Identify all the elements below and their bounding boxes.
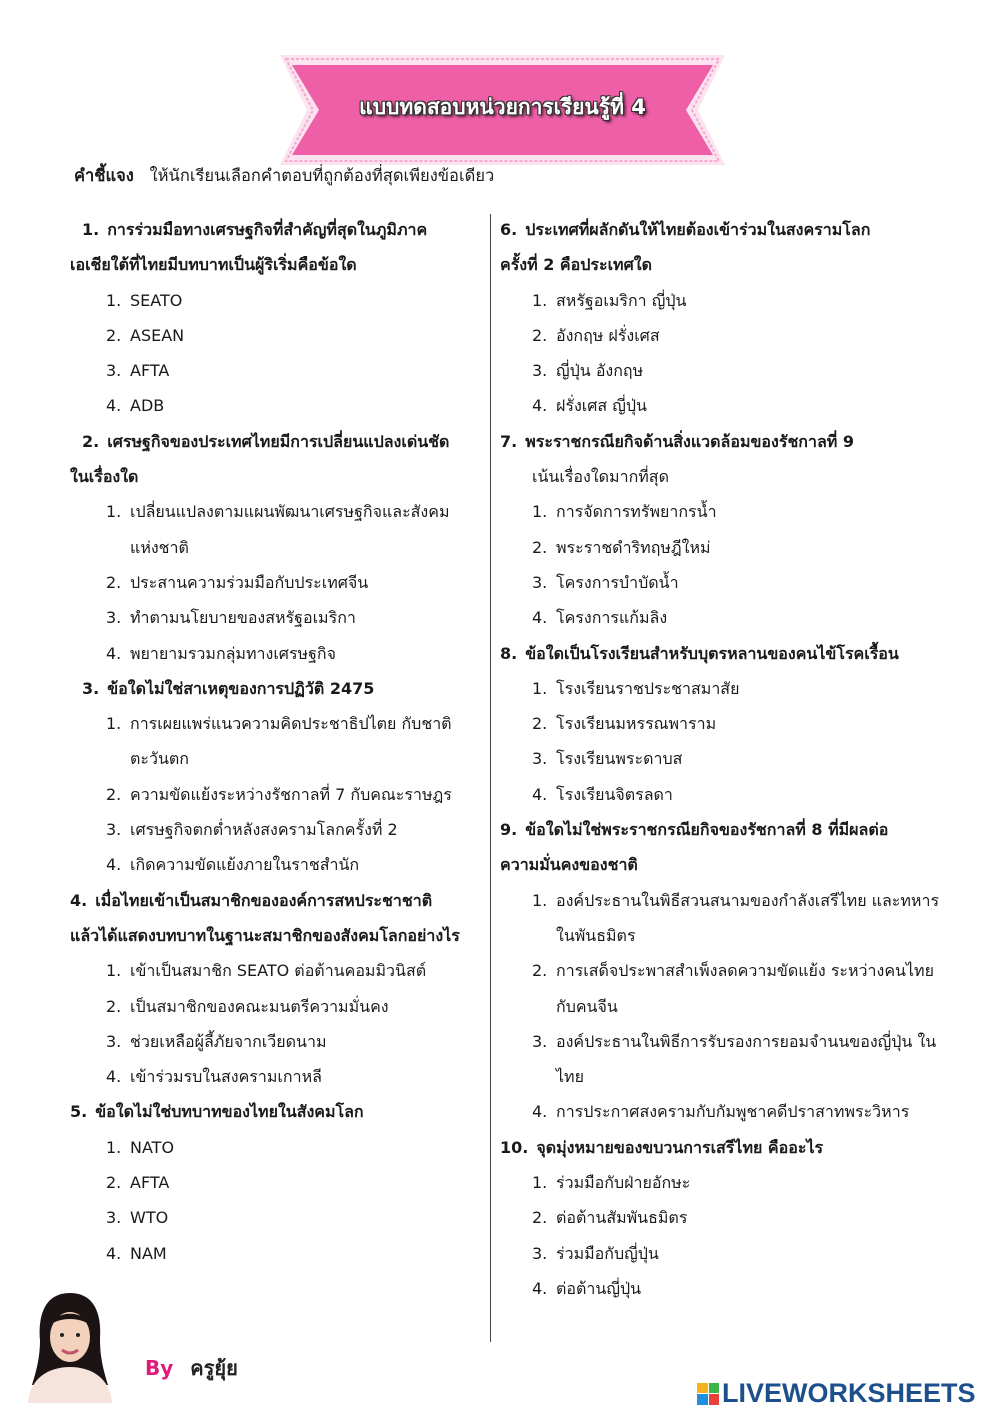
answer-option[interactable] xyxy=(70,1059,482,1094)
option-text: ฝรั่งเศส ญี่ปุ่น xyxy=(556,396,647,416)
option-number: 1. xyxy=(532,678,548,698)
question-10 xyxy=(500,1130,940,1306)
option-text: ต่อต้านสัมพันธมิตร xyxy=(556,1208,688,1228)
question-text-first-line: จุดมุ่งหมายของขบวนการเสรีไทย คืออะไร xyxy=(536,1137,824,1157)
option-text: ร่วมมือกับฝ่ายอักษะ xyxy=(556,1173,691,1193)
question-7 xyxy=(500,424,940,636)
answer-option[interactable] xyxy=(500,318,940,353)
option-text: โรงเรียนราชประชาสมาสัย xyxy=(556,678,740,698)
question-number: 10. xyxy=(500,1137,529,1157)
option-number: 3. xyxy=(106,608,122,628)
option-number: 4. xyxy=(106,396,122,416)
option-text: WTO xyxy=(130,1208,169,1228)
option-number: 4. xyxy=(106,1067,122,1087)
answer-option[interactable] xyxy=(500,706,940,741)
question-text-first-line: ข้อใดเป็นโรงเรียนสำหรับบุตรหลานของคนไข้โรคเรื้อน xyxy=(525,643,899,663)
option-number: 1. xyxy=(532,290,548,310)
option-number: 1. xyxy=(106,290,122,310)
answer-option[interactable] xyxy=(500,1236,940,1271)
option-number: 3. xyxy=(532,749,548,769)
option-number: 3. xyxy=(532,572,548,592)
answer-option[interactable] xyxy=(500,777,940,812)
question-text-first-line: ข้อใดไม่ใช่บทบาทของไทยในสังคมโลก xyxy=(95,1102,364,1122)
instruction-text: ให้นักเรียนเลือกคำตอบที่ถูกต้องที่สุดเพียงข้อเดียว xyxy=(149,166,495,185)
instruction-label: คำชี้แจง xyxy=(74,166,134,185)
option-number: 1. xyxy=(106,1137,122,1157)
answer-option[interactable] xyxy=(500,353,940,388)
option-text: พยายามรวมกลุ่มทางเศรษฐกิจ xyxy=(130,643,336,663)
option-number: 4. xyxy=(106,855,122,875)
option-number: 3. xyxy=(106,820,122,840)
question-number: 9. xyxy=(500,820,518,840)
option-text: โรงเรียนมหรรณพาราม xyxy=(556,714,717,734)
answer-option[interactable] xyxy=(70,1024,482,1059)
question-text xyxy=(70,212,482,247)
question-number: 1. xyxy=(82,220,100,239)
question-8 xyxy=(500,636,940,812)
instruction xyxy=(74,163,494,189)
question-text-first-line: ข้อใดไม่ใช่สาเหตุของการปฏิวัติ 2475 xyxy=(107,678,375,698)
option-number: 1. xyxy=(532,890,548,910)
option-number: 2. xyxy=(106,996,122,1016)
option-text: เศรษฐกิจตกต่ำหลังสงครามโลกครั้งที่ 2 xyxy=(130,820,398,840)
option-text: โรงเรียนจิตรลดา xyxy=(556,784,673,804)
option-text: SEATO xyxy=(130,290,183,310)
answer-option[interactable] xyxy=(500,283,940,318)
option-text: การเสด็จประพาสสำเพ็งลดความขัดแย้ง ระหว่างคนไทยกับคนจีน xyxy=(556,961,934,1016)
column-divider xyxy=(490,214,491,1342)
option-number: 3. xyxy=(532,1031,548,1051)
option-number: 1. xyxy=(532,502,548,522)
question-2 xyxy=(70,424,482,671)
question-text xyxy=(500,424,940,459)
option-number: 4. xyxy=(532,1278,548,1298)
answer-option[interactable] xyxy=(500,1200,940,1235)
option-text: โรงเรียนพระดาบส xyxy=(556,749,683,769)
option-number: 1. xyxy=(106,502,122,522)
option-number: 3. xyxy=(532,361,548,381)
question-text-first-line: เศรษฐกิจของประเทศไทยมีการเปลี่ยนแปลงเด่นชัด xyxy=(107,431,450,451)
option-text: ร่วมมือกับญี่ปุ่น xyxy=(556,1243,659,1263)
question-text-first-line: ประเทศที่ผลักดันให้ไทยต้องเข้าร่วมในสงครามโลก xyxy=(525,220,871,239)
question-text xyxy=(500,636,940,671)
question-number: 8. xyxy=(500,643,518,663)
answer-option[interactable] xyxy=(500,671,940,706)
option-text: NATO xyxy=(130,1137,175,1157)
option-text: เกิดความขัดแย้งภายในราชสำนัก xyxy=(130,855,360,875)
option-text: พระราชดำริทฤษฎีใหม่ xyxy=(556,537,711,557)
option-number: 1. xyxy=(106,714,122,734)
option-text: โครงการบำบัดน้ำ xyxy=(556,572,679,592)
question-text xyxy=(500,212,940,247)
question-text-continued: เน้นเรื่องใดมากที่สุด xyxy=(532,467,669,487)
question-text-continued: เอเชียใต้ที่ไทยมีบทบาทเป็นผู้ริเริ่มคือข้อใด xyxy=(70,255,357,275)
option-text: เป็นสมาชิกของคณะมนตรีความมั่นคง xyxy=(130,996,389,1016)
question-number: 5. xyxy=(70,1102,88,1122)
option-number: 1. xyxy=(106,961,122,981)
question-3 xyxy=(70,671,482,883)
answer-option[interactable] xyxy=(70,494,482,565)
option-number: 2. xyxy=(106,784,122,804)
answer-option[interactable] xyxy=(500,530,940,565)
option-text: ทำตามนโยบายของสหรัฐอเมริกา xyxy=(130,608,356,628)
option-text: เข้าเป็นสมาชิก SEATO ต่อต้านคอมมิวนิสต์ xyxy=(130,961,427,981)
question-text xyxy=(70,883,482,918)
logo-grid-icon xyxy=(697,1383,719,1405)
answer-option[interactable] xyxy=(500,741,940,776)
answer-option[interactable] xyxy=(70,283,482,318)
answer-option[interactable] xyxy=(500,388,940,423)
option-text: ประสานความร่วมมือกับประเทศจีน xyxy=(130,572,369,592)
option-text: องค์ประธานในพิธีการรับรองการยอมจำนนของญี่ปุ่น ในไทย xyxy=(556,1031,937,1087)
answer-option[interactable] xyxy=(500,565,940,600)
question-number: 7. xyxy=(500,431,518,451)
question-number: 3. xyxy=(82,678,100,698)
option-text: ต่อต้านญี่ปุ่น xyxy=(556,1278,642,1298)
question-text-continued: ความมั่นคงของชาติ xyxy=(500,855,638,875)
option-number: 2. xyxy=(532,325,548,345)
option-number: 4. xyxy=(106,643,122,663)
question-text-first-line: ข้อใดไม่ใช่พระราชกรณียกิจของรัชกาลที่ 8 ที่มีผลต่อ xyxy=(525,820,889,840)
option-number: 3. xyxy=(106,1031,122,1051)
question-text xyxy=(70,1094,482,1129)
option-number: 2. xyxy=(532,537,548,557)
option-number: 4. xyxy=(532,784,548,804)
question-number: 2. xyxy=(82,431,100,451)
option-number: 2. xyxy=(532,714,548,734)
byline-name: ครูยุ้ย xyxy=(190,1356,238,1380)
question-text xyxy=(500,812,940,847)
option-number: 2. xyxy=(532,1208,548,1228)
option-number: 2. xyxy=(106,572,122,592)
option-number: 2. xyxy=(106,1173,122,1193)
option-number: 3. xyxy=(532,1243,548,1263)
option-text: เข้าร่วมรบในสงครามเกาหลี xyxy=(130,1067,322,1087)
answer-option[interactable] xyxy=(500,600,940,635)
answer-option[interactable] xyxy=(70,953,482,988)
question-text-first-line: เมื่อไทยเข้าเป็นสมาชิกขององค์การสหประชาชาติ xyxy=(95,890,433,910)
answer-option[interactable] xyxy=(70,777,482,812)
option-text: ASEAN xyxy=(130,325,185,345)
answer-option[interactable] xyxy=(70,388,482,423)
question-5 xyxy=(70,1094,482,1270)
option-number: 4. xyxy=(532,608,548,628)
question-text xyxy=(70,671,482,706)
answer-option[interactable] xyxy=(70,812,482,847)
option-text: NAM xyxy=(130,1243,167,1263)
question-text-continued: ครั้งที่ 2 คือประเทศใด xyxy=(500,255,652,275)
answer-option[interactable] xyxy=(70,636,482,671)
question-text xyxy=(70,424,482,459)
answer-option[interactable] xyxy=(70,353,482,388)
answer-option[interactable] xyxy=(500,1271,940,1306)
answer-option[interactable] xyxy=(500,1094,940,1129)
question-text-first-line: พระราชกรณียกิจด้านสิ่งแวดล้อมของรัชกาลที่ 9 xyxy=(525,431,855,451)
option-text: ญี่ปุ่น อังกฤษ xyxy=(556,361,644,381)
option-text: องค์ประธานในพิธีสวนสนามของกำลังเสรีไทย และทหารในพันธมิตร xyxy=(556,890,940,945)
option-text: ADB xyxy=(130,396,165,416)
option-text: เปลี่ยนแปลงตามแผนพัฒนาเศรษฐกิจและสังคม แห่งชาติ xyxy=(130,502,450,557)
question-number: 6. xyxy=(500,220,518,239)
option-text: การจัดการทรัพยากรน้ำ xyxy=(556,502,717,522)
answer-option[interactable] xyxy=(70,565,482,600)
question-text-continued: แล้วได้แสดงบทบาทในฐานะสมาชิกของสังคมโลกอย่างไร xyxy=(70,925,460,945)
option-number: 1. xyxy=(532,1173,548,1193)
option-number: 4. xyxy=(106,1243,122,1263)
question-9 xyxy=(500,812,940,1130)
answer-option[interactable] xyxy=(70,1236,482,1271)
answer-option[interactable] xyxy=(70,318,482,353)
option-text: อังกฤษ ฝรั่งเศส xyxy=(556,325,660,345)
question-4 xyxy=(70,883,482,1095)
option-number: 4. xyxy=(532,396,548,416)
teacher-avatar xyxy=(20,1285,120,1403)
question-6 xyxy=(500,212,940,424)
question-number: 4. xyxy=(70,890,88,910)
answer-option[interactable] xyxy=(500,1024,940,1095)
answer-option[interactable] xyxy=(70,989,482,1024)
answer-option[interactable] xyxy=(70,1130,482,1165)
option-text: การเผยแพร่แนวความคิดประชาธิปไตย กับชาติตะวันตก xyxy=(130,714,452,769)
option-number: 2. xyxy=(106,325,122,345)
answer-option[interactable] xyxy=(70,600,482,635)
logo-text: LIVEWORKSHEETS xyxy=(722,1378,976,1408)
liveworksheets-logo[interactable] xyxy=(697,1378,976,1409)
question-1 xyxy=(70,212,482,424)
option-number: 4. xyxy=(532,1102,548,1122)
option-text: ช่วยเหลือผู้ลี้ภัยจากเวียดนาม xyxy=(130,1031,327,1051)
question-text-first-line: การร่วมมือทางเศรษฐกิจที่สำคัญที่สุดในภูมิภาค xyxy=(107,220,428,239)
byline xyxy=(145,1352,238,1384)
option-number: 3. xyxy=(106,361,122,381)
option-text: ความขัดแย้งระหว่างรัชกาลที่ 7 กับคณะราษฎร xyxy=(130,784,452,804)
option-text: สหรัฐอเมริกา ญี่ปุ่น xyxy=(556,290,687,310)
option-text: AFTA xyxy=(130,361,170,381)
left-question-column xyxy=(70,212,482,1271)
answer-option[interactable] xyxy=(500,1165,940,1200)
answer-option[interactable] xyxy=(70,1200,482,1235)
answer-option[interactable] xyxy=(500,494,940,529)
option-text: การประกาศสงครามกับกัมพูชาคดีปราสาทพระวิหาร xyxy=(556,1102,910,1122)
byline-by: By xyxy=(145,1356,174,1380)
answer-option[interactable] xyxy=(70,706,482,777)
option-text: AFTA xyxy=(130,1173,170,1193)
title-banner xyxy=(280,55,725,165)
option-number: 3. xyxy=(106,1208,122,1228)
answer-option[interactable] xyxy=(70,1165,482,1200)
question-text-continued: ในเรื่องใด xyxy=(70,467,139,487)
answer-option[interactable] xyxy=(500,883,940,954)
banner-title: แบบทดสอบหน่วยการเรียนรู้ที่ 4 xyxy=(359,95,646,119)
answer-option[interactable] xyxy=(500,953,940,1024)
answer-option[interactable] xyxy=(70,847,482,882)
option-text: โครงการแก้มลิง xyxy=(556,608,668,628)
option-number: 2. xyxy=(532,961,548,981)
right-question-column xyxy=(500,212,940,1306)
question-text xyxy=(500,1130,940,1165)
